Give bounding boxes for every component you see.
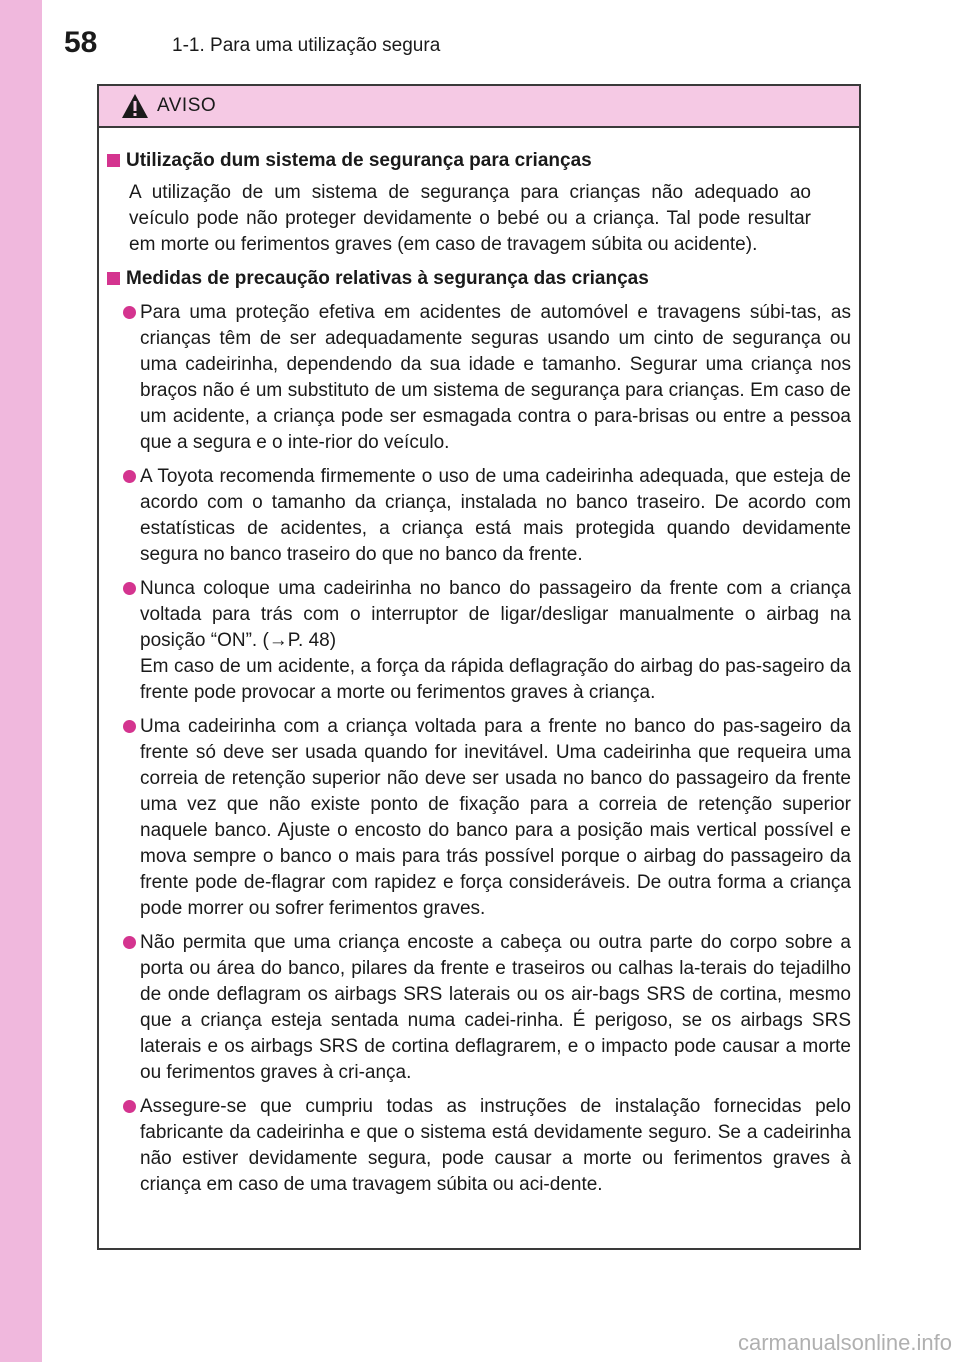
round-bullet-icon — [123, 582, 136, 595]
intro-paragraph: A utilização de um sistema de segurança para crianças não adequado ao veículo pode não proteger devidamente o bebé ou a criança. Tal pode resultar em morte ou ferimentos graves (em caso de travagem súbita ou acidente). — [129, 182, 811, 255]
round-bullet-icon — [123, 936, 136, 949]
warning-triangle-icon — [121, 93, 149, 119]
square-bullet-icon — [107, 154, 120, 167]
watermark-text: carmanualsonline.info — [737, 1330, 952, 1355]
list-item — [107, 930, 851, 1086]
round-bullet-icon — [123, 470, 136, 483]
warning-title: AVISO — [157, 95, 217, 116]
list-item-text — [140, 576, 851, 706]
heading-text: Medidas de precaução relativas à segurança das crianças — [126, 268, 649, 289]
list-item — [107, 300, 851, 456]
list-item-text: Não permita que uma criança encoste a cabeça ou outra parte do corpo sobre a porta ou área do banco, pilares da frente e traseiros ou calhas la-terais do tejadilho de onde deflagram os airbags SRS laterais ou os air-bags SRS de cortina, mesmo que a criança esteja sentada numa cadei-rinha. É perigoso, se os airbags SRS laterais e os airbags SRS de cortina deflagrarem, e o impacto pode causar a morte ou ferimentos graves à cri-ança. — [140, 932, 851, 1083]
heading-precautions — [107, 266, 851, 292]
list-item — [107, 714, 851, 922]
warning-box — [97, 84, 861, 1250]
warning-header — [99, 86, 859, 128]
square-bullet-icon — [107, 272, 120, 285]
list-item-text-part1: Nunca coloque uma cadeirinha no banco do passageiro da frente com a criança voltada para trás com o interruptor de ligar/desligar manualmente o airbag na posição “ON”. (→P. 48) — [140, 578, 851, 651]
round-bullet-icon — [123, 720, 136, 733]
list-item-text: Assegure-se que cumpriu todas as instruções de instalação fornecidas pelo fabricante da cadeirinha e que o sistema está devidamente seguro. Se a cadeirinha não estiver devidamente segura, pode causar a morte ou ferimentos graves à criança em caso de uma travagem súbita ou aci-dente. — [140, 1096, 851, 1195]
round-bullet-icon — [123, 306, 136, 319]
round-bullet-icon — [123, 1100, 136, 1113]
list-item — [107, 576, 851, 706]
list-item-text: A Toyota recomenda firmemente o uso de uma cadeirinha adequada, que esteja de acordo com o tamanho da criança, instalada no banco traseiro. De acordo com estatísticas de acidentes, a criança está mais protegida quando devidamente segura no banco traseiro do que no banco da frente. — [140, 466, 851, 565]
list-item-text-part2: Em caso de um acidente, a força da rápida deflagração do airbag do pas-sageiro da frente pode provocar a morte ou ferimentos graves à criança. — [140, 656, 851, 703]
section-title: 1-1. Para uma utilização segura — [172, 35, 441, 56]
left-margin-strip — [0, 0, 42, 1362]
warning-body — [99, 128, 859, 1198]
list-item — [107, 1094, 851, 1198]
heading-child-restraint — [107, 148, 851, 174]
page-number: 58 — [64, 26, 98, 59]
list-item — [107, 464, 851, 568]
heading-text: Utilização dum sistema de segurança para crianças — [126, 150, 592, 171]
list-item-text: Para uma proteção efetiva em acidentes de automóvel e travagens súbi-tas, as crianças têm de ser adequadamente seguras usando um cinto de segurança ou uma cadeirinha, dependendo da sua idade e tamanho. Segurar uma criança nos braços não é um substituto de um sistema de segurança para crianças. Em caso de um acidente, a criança pode ser esmagada contra o para-brisas ou entre a pessoa que a segura e o inte-rior do veículo. — [140, 302, 851, 453]
list-item-text: Uma cadeirinha com a criança voltada para a frente no banco do pas-sageiro da frente só deve ser usada quando for inevitável. Uma cadeirinha que requeira uma correia de retenção superior não deve ser usada no banco do passageiro da frente uma vez que não existe ponto de fixação para a correia de retenção superior naquele banco. Ajuste o encosto do banco para a posição mais vertical possível e mova sempre o banco o mais para trás possível porque o airbag do passageiro da frente pode de-flagrar com rapidez e força consideráveis. De outra forma a criança pode morrer ou sofrer ferimentos graves. — [140, 716, 851, 919]
